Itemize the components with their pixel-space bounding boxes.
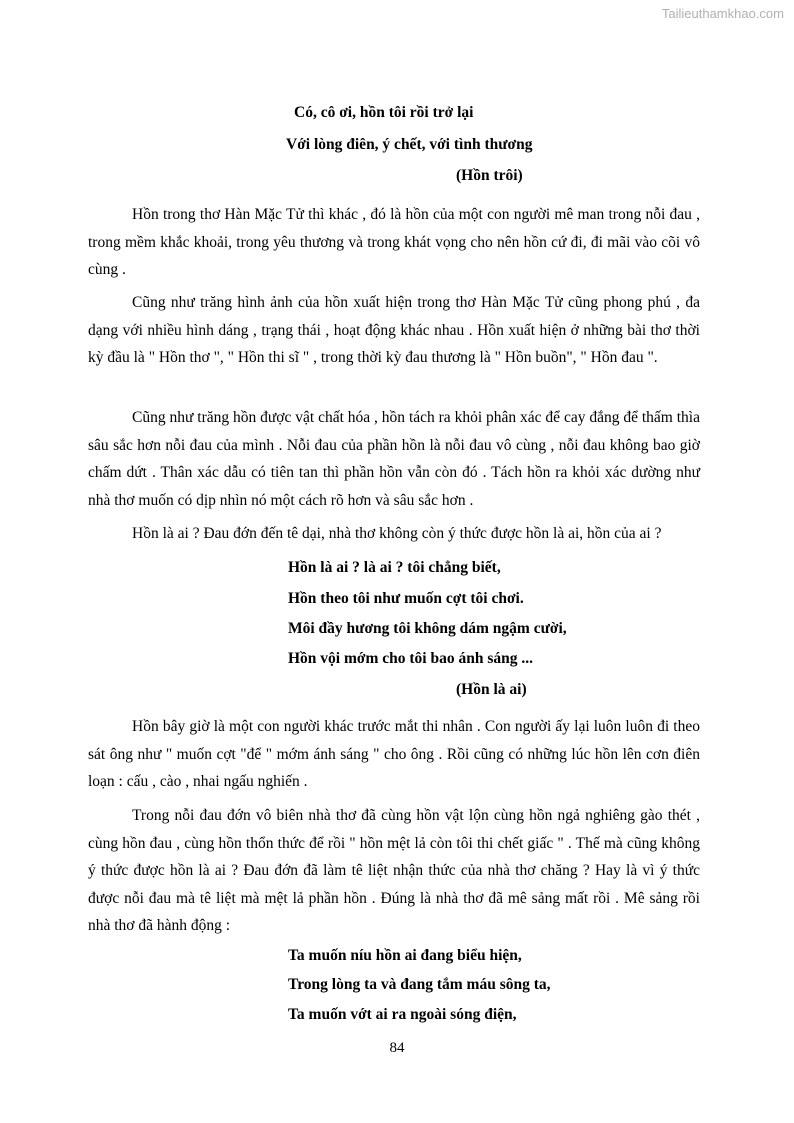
paragraph <box>88 520 700 548</box>
poem-line: Hồn theo tôi như muốn cợt tôi chơi. <box>288 590 524 607</box>
paragraph <box>88 802 700 940</box>
poem-line: Với lòng điên, ý chết, với tình thương <box>286 136 533 153</box>
paragraph-text: Hồn trong thơ Hàn Mặc Tử thì khác , đó là hồn của một con người mê man trong nỗi đau , trong mềm khắc khoải, trong yêu thương và trong khát vọng cho nên hồn cứ đi, đi mãi vào cõi vô cùng . <box>88 206 700 278</box>
paragraph-text: Hồn bây giờ là một con người khác trước mắt thi nhân . Con người ấy lại luôn luôn đi theo sát ông như " muốn cợt "để " mớm ánh sáng " cho ông . Rồi cũng có những lúc hồn lên cơn điên loạn : cấu , cào , nhai ngấu nghiến . <box>88 718 700 790</box>
poem-line: Hồn là ai ? là ai ? tôi chẳng biết, <box>288 559 501 576</box>
paragraph-text: Cũng như trăng hồn được vật chất hóa , hồn tách ra khỏi phân xác để cay đắng để thấm thìa sâu sắc hơn nỗi đau của mình . Nỗi đau của phần hồn là nỗi đau vô cùng , nỗi đau không bao giờ chấm dứt . Thân xác dẫu có tiên tan thì phần hồn vẫn còn đó . Tách hồn ra khỏi xác dường như nhà thơ muốn có dịp nhìn nó một cách rõ hơn và sâu sắc hơn . <box>88 409 700 509</box>
poem-line: Hồn vội mớm cho tôi bao ánh sáng ... <box>288 650 533 667</box>
poem-line: Ta muốn níu hồn ai đang biểu hiện, <box>288 947 522 964</box>
paragraph-text: Trong nỗi đau đớn vô biên nhà thơ đã cùng hồn vật lộn cùng hồn ngả nghiêng gào thét , cùng hồn đau , cùng hồn thổn thức để rồi " hồn mệt lả còn tôi thi chết giấc " . Thế mà cũng không ý thức được hồn là ai ? Đau đớn đã làm tê liệt nhận thức của nhà thơ chăng ? Hay là vì ý thức được nỗi đau mà tê liệt mà mệt lả phần hồn . Đúng là nhà thơ đã mê sảng mất rồi . Mê sảng rồi nhà thơ đã hành động : <box>88 807 700 934</box>
paragraph-text: Hồn là ai ? Đau đớn đến tê dại, nhà thơ không còn ý thức được hồn là ai, hồn của ai ? <box>132 525 662 542</box>
poem-line: Có, cô ơi, hồn tôi rồi trở lại <box>294 104 474 121</box>
paragraph <box>88 201 700 284</box>
poem-source: (Hồn trôi) <box>456 167 523 184</box>
poem-line: Trong lòng ta và đang tắm máu sông ta, <box>288 976 551 993</box>
paragraph <box>88 404 700 514</box>
watermark-text: Tailieuthamkhao.com <box>661 6 784 21</box>
poem-source: (Hồn là ai) <box>456 681 527 698</box>
paragraph <box>88 713 700 796</box>
poem-line: Ta muốn vớt ai ra ngoài sóng điện, <box>288 1006 517 1023</box>
paragraph <box>88 289 700 372</box>
poem-line: Môi đầy hương tôi không dám ngậm cười, <box>288 620 567 637</box>
page-number: 84 <box>389 1040 405 1056</box>
paragraph-text: Cũng như trăng hình ảnh của hồn xuất hiện trong thơ Hàn Mặc Tử cũng phong phú , đa dạng với nhiều hình dáng , trạng thái , hoạt động khác nhau . Hồn xuất hiện ở những bài thơ thời kỳ đầu là " Hồn thơ ", " Hồn thi sĩ " , trong thời kỳ đau thương là " Hồn buồn", " Hồn đau ". <box>88 294 700 366</box>
